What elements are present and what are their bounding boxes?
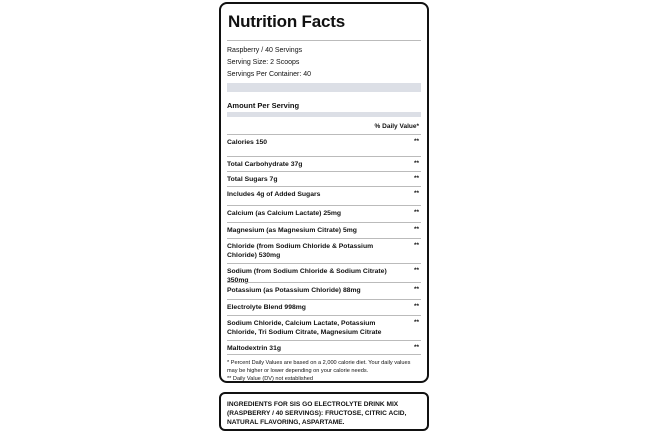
nutrient-row xyxy=(227,340,421,355)
nutrient-dv: ** xyxy=(413,160,419,167)
amount-per-serving: Amount Per Serving xyxy=(227,101,300,110)
nutrition-facts-panel xyxy=(219,2,429,383)
nutrient-dv: ** xyxy=(413,344,419,351)
nutrient-label: Calcium (as Calcium Lactate) 25mg xyxy=(227,210,342,217)
nutrient-dv: ** xyxy=(413,138,419,145)
divider xyxy=(227,40,421,41)
nutrient-row xyxy=(227,205,421,222)
nutrient-label: Calories 150 xyxy=(227,139,268,146)
nutrient-dv: ** xyxy=(413,303,419,310)
footnote-daily-values: * Percent Daily Values are based on a 2,000 calorie diet. Your daily values may be higher or lower depending on your calorie needs. xyxy=(227,360,411,374)
nutrient-row xyxy=(227,263,421,282)
nutrient-row xyxy=(227,156,421,171)
nutrient-dv: ** xyxy=(413,267,419,274)
nutrient-label: Electrolyte Blend 998mg xyxy=(227,304,306,311)
nutrient-dv: ** xyxy=(413,190,419,197)
servings-per-container: Servings Per Container: 40 xyxy=(227,71,312,78)
nutrient-dv: ** xyxy=(413,175,419,182)
nutrient-label: Magnesium (as Magnesium Citrate) 5mg xyxy=(227,227,357,234)
nutrient-row xyxy=(227,282,421,299)
ingredients-box xyxy=(219,392,429,431)
daily-value-header: % Daily Value* xyxy=(374,123,419,130)
nutrient-row xyxy=(227,299,421,315)
nutrient-row xyxy=(227,186,421,205)
nutrient-row xyxy=(227,171,421,186)
nutrient-label: Maltodextrin 31g xyxy=(227,345,282,352)
nutrient-label: Chloride (from Sodium Chloride & Potassium Chloride) 530mg xyxy=(227,243,374,259)
label-title: Nutrition Facts xyxy=(228,12,345,31)
thick-divider xyxy=(227,83,421,92)
nutrient-label: Sodium (from Sodium Chloride & Sodium Citrate) 350mg xyxy=(227,268,387,284)
nutrient-row xyxy=(227,222,421,238)
nutrient-row xyxy=(227,134,421,156)
medium-divider xyxy=(227,112,421,117)
ingredients-text: INGREDIENTS FOR SIS GO ELECTROLYTE DRINK MIX (RASPBERRY / 40 SERVINGS): FRUCTOSE, CITRIC ACID, NATURAL FLAVORING, ASPARTAME. xyxy=(227,401,407,426)
nutrient-label: Total Carbohydrate 37g xyxy=(227,161,303,168)
nutrient-label: Potassium (as Potassium Chloride) 88mg xyxy=(227,287,361,294)
footnote-dv-not-established: ** Daily Value (DV) not established xyxy=(227,376,314,382)
nutrient-row xyxy=(227,315,421,340)
flavor-line: Raspberry / 40 Servings xyxy=(227,47,303,54)
nutrient-row xyxy=(227,238,421,263)
nutrient-label: Includes 4g of Added Sugars xyxy=(227,191,321,198)
nutrient-dv: ** xyxy=(413,209,419,216)
nutrient-dv: ** xyxy=(413,226,419,233)
serving-size: Serving Size: 2 Scoops xyxy=(227,59,300,66)
nutrient-dv: ** xyxy=(413,242,419,249)
nutrient-label: Total Sugars 7g xyxy=(227,176,278,183)
nutrient-dv: ** xyxy=(413,319,419,326)
nutrient-label: Sodium Chloride, Calcium Lactate, Potassium Chloride, Tri Sodium Citrate, Magnesium Citrate xyxy=(227,320,382,336)
nutrient-dv: ** xyxy=(413,286,419,293)
